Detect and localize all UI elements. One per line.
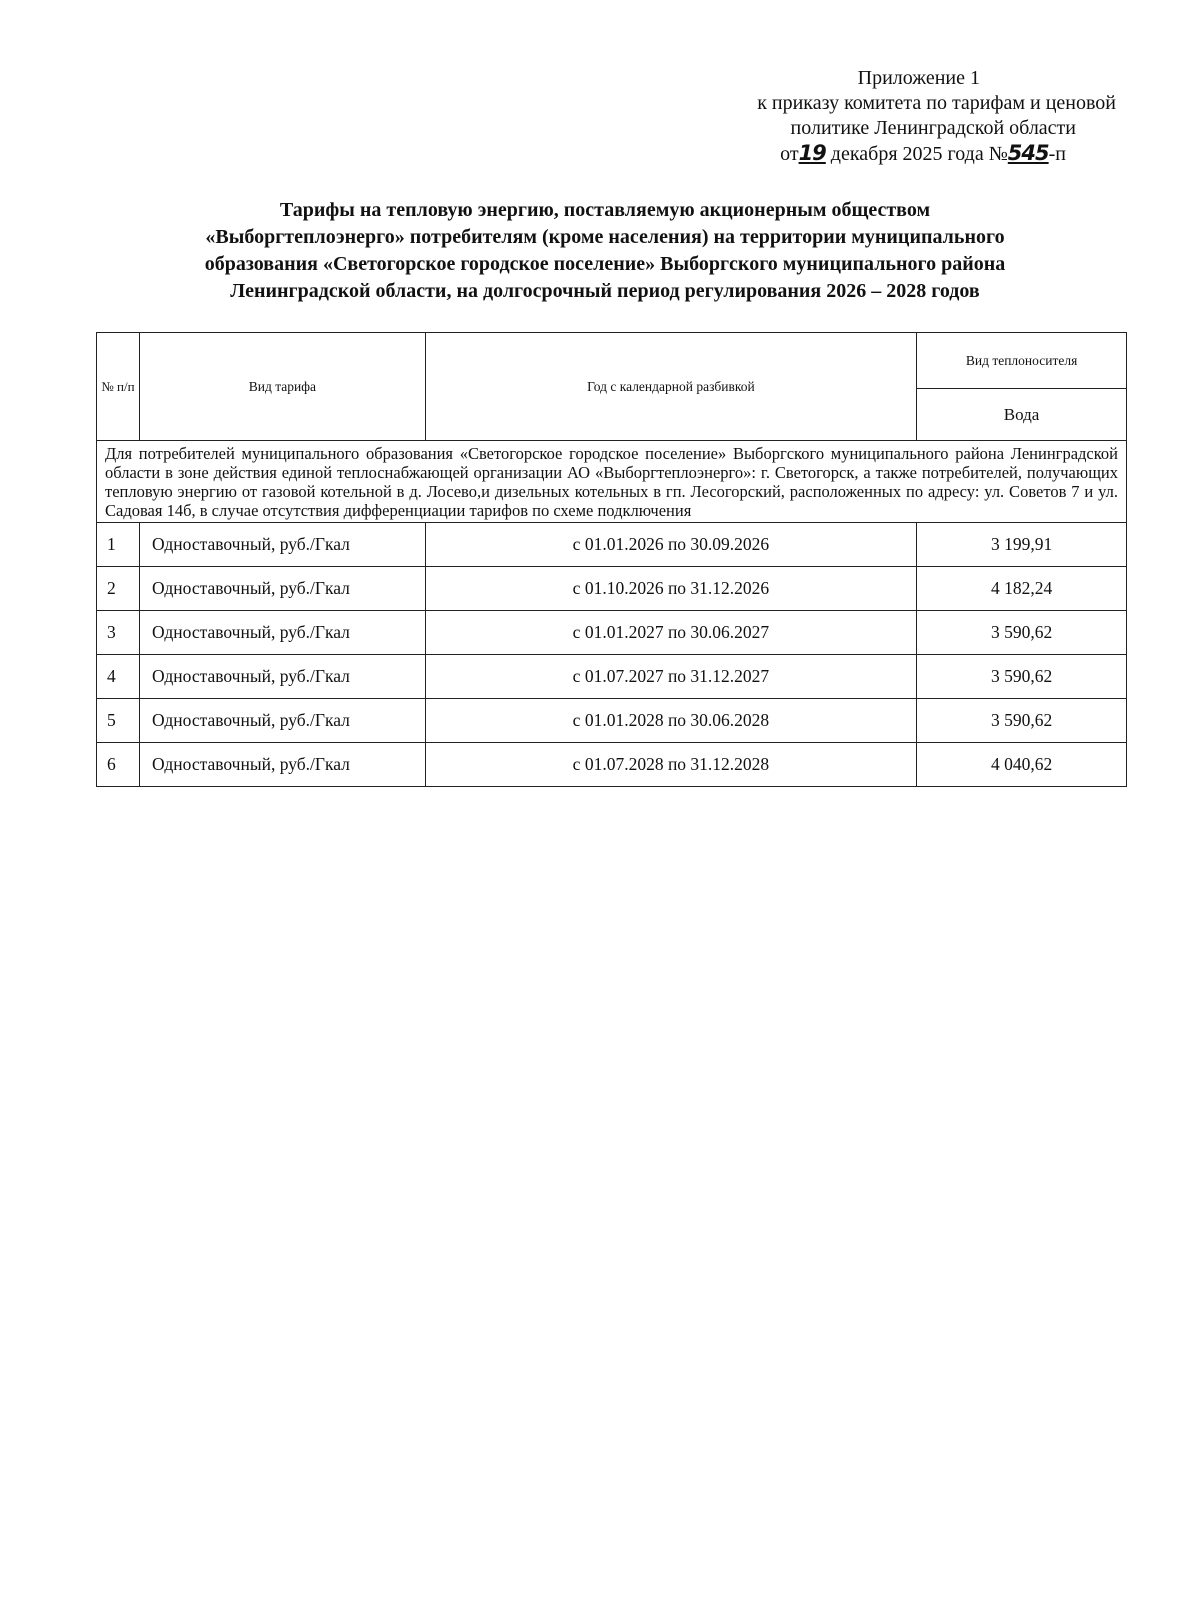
table-header-row xyxy=(97,333,1127,389)
row-tariff-type: Одноставочный, руб./Гкал xyxy=(139,699,425,743)
appendix-order-reference: к приказу комитета по тарифам и ценовой xyxy=(757,92,1116,114)
order-suffix: -п xyxy=(1048,143,1066,165)
appendix-order-date xyxy=(757,141,1066,167)
order-number-handwritten: 545 xyxy=(1007,141,1049,165)
row-tariff-type: Одноставочный, руб./Гкал xyxy=(139,743,425,787)
row-period: с 01.07.2028 по 31.12.2028 xyxy=(425,743,916,787)
order-day-handwritten: 19 xyxy=(798,141,826,165)
header-period: Год с календарной разбивкой xyxy=(425,333,916,441)
row-period: с 01.01.2028 по 30.06.2028 xyxy=(425,699,916,743)
row-num: 3 xyxy=(97,611,140,655)
row-period: с 01.10.2026 по 31.12.2026 xyxy=(425,567,916,611)
header-num: № п/п xyxy=(97,333,140,441)
table-row xyxy=(97,699,1127,743)
title-line-3: образования «Светогорское городское поселение» Выборгского муниципального района xyxy=(204,253,1006,275)
row-num: 6 xyxy=(97,743,140,787)
group-row xyxy=(97,441,1127,523)
row-num: 2 xyxy=(97,567,140,611)
table-row xyxy=(97,567,1127,611)
row-value: 3 199,91 xyxy=(917,523,1127,567)
tariff-table xyxy=(96,332,1127,787)
group-description: Для потребителей муниципального образования «Светогорское городское поселение» Выборгского муниципального района Ленинградской области в зоне действия единой теплоснабжающей организации АО «Выборгтеплоэнерго»: г. Светогорск, а также потребителей, получающих тепловую энергию от газовой котельной в д. Лосево,и дизельных котельных в гп. Лесогорский, расположенных по адресу: ул. Советов 7 и ул. Садовая 14б, в случае отсутствия дифференциации тарифов по схеме подключения xyxy=(97,441,1127,523)
title-line-1: Тарифы на тепловую энергию, поставляемую акционерным обществом xyxy=(279,199,931,221)
table-row xyxy=(97,611,1127,655)
appendix-number: Приложение 1 xyxy=(857,67,980,89)
header-tariff-type: Вид тарифа xyxy=(139,333,425,441)
row-num: 1 xyxy=(97,523,140,567)
header-carrier: Вид теплоносителя xyxy=(917,333,1127,389)
appendix-committee: политике Ленинградской области xyxy=(790,117,1076,139)
row-value: 3 590,62 xyxy=(917,699,1127,743)
table-row xyxy=(97,523,1127,567)
table-row xyxy=(97,655,1127,699)
row-num: 5 xyxy=(97,699,140,743)
row-tariff-type: Одноставочный, руб./Гкал xyxy=(139,655,425,699)
title-line-2: «Выборгтеплоэнерго» потребителям (кроме населения) на территории муниципального xyxy=(205,226,1005,248)
header-carrier-water: Вода xyxy=(917,389,1127,441)
appendix-header xyxy=(757,66,1116,167)
row-tariff-type: Одноставочный, руб./Гкал xyxy=(139,523,425,567)
row-value: 4 182,24 xyxy=(917,567,1127,611)
title-line-4: Ленинградской области, на долгосрочный период регулирования 2026 – 2028 годов xyxy=(230,280,980,302)
row-value: 3 590,62 xyxy=(917,611,1127,655)
table-row xyxy=(97,743,1127,787)
row-tariff-type: Одноставочный, руб./Гкал xyxy=(139,567,425,611)
row-value: 4 040,62 xyxy=(917,743,1127,787)
order-middle: декабря 2025 года № xyxy=(830,143,1008,165)
order-prefix: от xyxy=(780,143,799,165)
row-tariff-type: Одноставочный, руб./Гкал xyxy=(139,611,425,655)
row-period: с 01.07.2027 по 31.12.2027 xyxy=(425,655,916,699)
row-period: с 01.01.2026 по 30.09.2026 xyxy=(425,523,916,567)
row-value: 3 590,62 xyxy=(917,655,1127,699)
row-period: с 01.01.2027 по 30.06.2027 xyxy=(425,611,916,655)
row-num: 4 xyxy=(97,655,140,699)
document-title xyxy=(100,197,1110,305)
